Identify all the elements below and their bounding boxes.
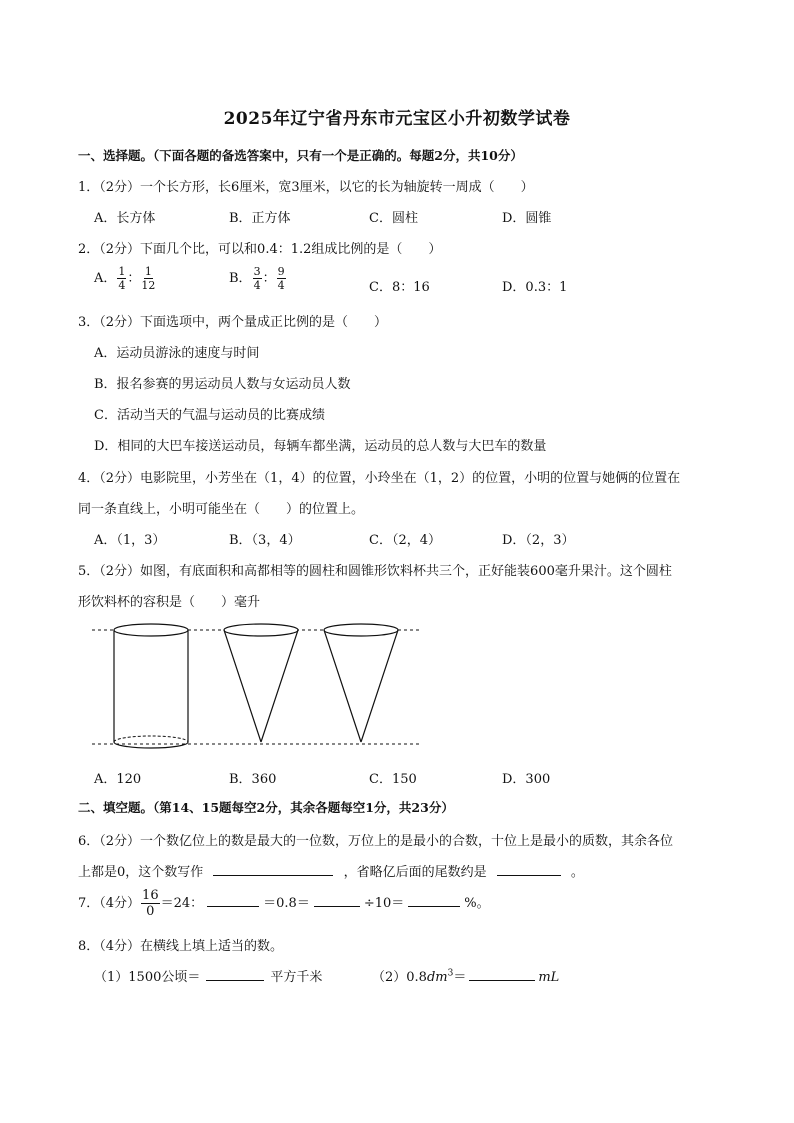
q3-option-a[interactable]: A．运动员游泳的速度与时间 xyxy=(94,346,260,361)
q2-option-a[interactable] xyxy=(94,266,156,291)
question-8: 8．（4分）在横线上填上适当的数。 xyxy=(78,939,284,954)
cylinder-shape xyxy=(114,624,188,748)
q6-text-a: 上都是0，这个数写作 xyxy=(78,865,204,880)
q8-sub2-text: （2）0.8 xyxy=(372,970,427,985)
q7-blank-3[interactable] xyxy=(408,894,460,907)
fraction-denominator: 12 xyxy=(141,279,156,292)
fraction-denominator: 4 xyxy=(118,279,126,292)
question-5-line-1: 5．（2分）如图，有底面积和高都相等的圆柱和圆锥形饮料杯共三个，正好能装600毫升果汁。这个圆柱 xyxy=(78,564,672,579)
q4-option-c[interactable]: C．（2，4） xyxy=(369,533,441,548)
q8-subquestion-1 xyxy=(94,966,322,985)
q3-option-c[interactable]: C．活动当天的气温与运动员的比赛成绩 xyxy=(94,408,325,423)
q1-option-b[interactable]: B．正方体 xyxy=(229,211,291,226)
q2-option-c[interactable]: C．8：16 xyxy=(369,280,430,295)
question-2: 2．（2分）下面几个比，可以和0.4：1.2组成比例的是（ ） xyxy=(78,242,442,257)
fraction-numerator: 3 xyxy=(253,265,261,278)
fraction-numerator: 16 xyxy=(142,888,159,903)
q2-b-fraction-1 xyxy=(253,266,262,291)
q2-b-fraction-2 xyxy=(277,266,286,291)
q6-text-c: 。 xyxy=(570,865,584,880)
q5-option-b[interactable]: B．360 xyxy=(229,772,277,787)
question-4-line-1: 4．（2分）电影院里，小芳坐在（1，4）的位置，小玲坐在（1，2）的位置，小明的位置与她俩的位置在 xyxy=(78,471,681,486)
fraction-numerator: 1 xyxy=(118,265,126,278)
page-title: 2025年辽宁省丹东市元宝区小升初数学试卷 xyxy=(223,109,571,129)
question-4-line-2: 同一条直线上，小明可能坐在（ ）的位置上。 xyxy=(78,502,365,517)
q2-a-fraction-2 xyxy=(141,266,155,291)
cone-shape-1 xyxy=(224,624,298,742)
q7-fraction xyxy=(141,889,160,918)
q6-blank-1[interactable] xyxy=(213,863,333,876)
q4-option-a[interactable]: A．（1，3） xyxy=(94,533,166,548)
fraction-numerator: 9 xyxy=(277,265,285,278)
question-3: 3．（2分）下面选项中，两个量成正比例的是（ ） xyxy=(78,315,388,330)
q5-option-a[interactable]: A．120 xyxy=(94,772,142,787)
q8-sub2-blank[interactable] xyxy=(469,968,535,981)
section-1-heading: 一、选择题。（下面各题的备选答案中，只有一个是正确的。每题2分，共10分） xyxy=(78,148,523,163)
q1-option-a[interactable]: A．长方体 xyxy=(94,211,156,226)
q8-sub1-blank[interactable] xyxy=(206,968,264,981)
question-6-line-2 xyxy=(78,861,584,880)
q3-option-d[interactable]: D．相同的大巴车接送运动员，每辆车都坐满，运动员的总人数与大巴车的数量 xyxy=(94,439,547,454)
q5-option-c[interactable]: C．150 xyxy=(369,772,417,787)
question-1: 1．（2分）一个长方形，长6厘米，宽3厘米，以它的长为轴旋转一周成（ ） xyxy=(78,180,534,195)
q7-text-4: %。 xyxy=(464,896,490,911)
q6-text-b: ，省略亿后面的尾数约是 xyxy=(343,865,487,880)
question-6-line-1: 6．（2分）一个数亿位上的数是最大的一位数，万位上的是最小的合数，十位上是最小的质数，其余各位 xyxy=(78,834,674,849)
q8-sub2-unit-2: mL xyxy=(538,970,560,985)
ratio-colon: ： xyxy=(127,271,141,286)
question-5-line-2: 形饮料杯的容积是（ ）毫升 xyxy=(78,595,261,610)
question-7 xyxy=(78,889,490,918)
q4-option-d[interactable]: D．（2，3） xyxy=(502,533,575,548)
fraction-denominator: 4 xyxy=(277,279,285,292)
q2-option-b[interactable] xyxy=(229,266,287,291)
q1-option-c[interactable]: C．圆柱 xyxy=(369,211,418,226)
q7-blank-2[interactable] xyxy=(314,894,360,907)
q7-text-2: ＝0.8＝ xyxy=(263,896,310,911)
q6-blank-2[interactable] xyxy=(497,863,561,876)
q5-option-d[interactable]: D．300 xyxy=(502,772,551,787)
q8-sub2-exponent: 3 xyxy=(447,968,454,979)
q7-blank-1[interactable] xyxy=(207,894,259,907)
q2-a-fraction-1 xyxy=(117,266,126,291)
q4-option-b[interactable]: B．（3，4） xyxy=(229,533,301,548)
q8-sub2-equals: ＝ xyxy=(453,970,467,985)
section-2-heading: 二、填空题。（第14、15题每空2分，其余各题每空1分，共23分） xyxy=(78,800,454,815)
q2-b-label: B． xyxy=(229,271,252,286)
q7-text-1: ＝24： xyxy=(160,896,204,911)
ratio-colon: ： xyxy=(262,271,276,286)
q2-option-d[interactable]: D．0.3：1 xyxy=(502,280,568,295)
cone-shape-2 xyxy=(324,624,398,742)
q8-subquestion-2 xyxy=(372,966,559,985)
fraction-denominator: 4 xyxy=(253,279,261,292)
q2-a-label: A． xyxy=(94,271,117,286)
q7-text-3: ÷10＝ xyxy=(363,896,405,911)
q8-sub1-text: （1）1500公顷＝ xyxy=(94,970,201,985)
q7-prefix: 7．（4分） xyxy=(78,896,141,911)
q8-sub1-unit: 平方千米 xyxy=(270,970,323,985)
fraction-denominator[interactable]: 0 xyxy=(146,904,155,919)
q8-sub2-unit: dm xyxy=(426,970,448,985)
q3-option-b[interactable]: B．报名参赛的男运动员人数与女运动员人数 xyxy=(94,377,351,392)
q1-option-d[interactable]: D．圆锥 xyxy=(502,211,552,226)
fraction-numerator: 1 xyxy=(144,265,152,278)
cylinder-cones-figure xyxy=(90,620,430,754)
